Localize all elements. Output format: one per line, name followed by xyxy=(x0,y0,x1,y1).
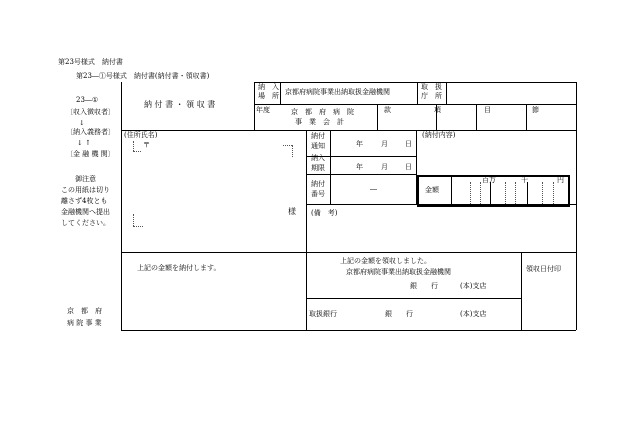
payment-place-value: 京都府病院事業出納取扱金融機関 xyxy=(285,88,390,96)
received-organization: 京都府病院事業出納取扱金融機関 xyxy=(346,268,451,276)
notice-date-label: 納付 xyxy=(311,132,325,140)
form-code: 23―① xyxy=(76,96,99,104)
branch-unit: (本)支店 xyxy=(460,310,487,318)
form-line xyxy=(121,130,576,131)
handling-bank-label: 取扱銀行 xyxy=(309,310,337,318)
address-label: (住所氏名) xyxy=(124,131,158,139)
payment-number-label: 番号 xyxy=(311,190,325,198)
deadline-label: 期限 xyxy=(311,164,325,172)
notice-line: 金融機関へ提出 xyxy=(61,208,110,216)
digit-guide xyxy=(470,182,471,204)
payer-label: 〔納入義務者〕 xyxy=(66,128,115,136)
form-line xyxy=(306,174,416,175)
notice-line: してください。 xyxy=(61,219,110,227)
address-bracket xyxy=(292,145,293,157)
address-bracket xyxy=(133,226,143,227)
form-line xyxy=(377,104,378,130)
day-unit: 日 xyxy=(405,140,412,148)
arrow-down-icon: ↓ xyxy=(79,119,85,127)
handling-office-label: 取 扱 xyxy=(421,83,442,91)
unit-million: 百万 xyxy=(482,176,496,184)
account-line-1: 京 都 府 病 院 xyxy=(291,108,354,116)
unit-thousand: 千 xyxy=(521,176,528,184)
payment-place-label: 場 所 xyxy=(258,92,279,100)
notice-line: 離さず4枚とも xyxy=(61,197,108,205)
year-label: 年度 xyxy=(256,106,270,114)
address-bracket xyxy=(133,141,134,151)
form-line xyxy=(330,130,331,204)
bank-label: 〔金 融 機 関〕 xyxy=(66,150,115,158)
remarks-label: (備 考) xyxy=(311,209,338,217)
content-label: (納付内容) xyxy=(422,131,456,139)
address-bracket xyxy=(133,151,141,152)
form-line xyxy=(306,130,307,330)
payment-number-label: 納付 xyxy=(311,180,325,188)
paid-message: 上記の金額を納付します。 xyxy=(137,264,221,272)
form-line xyxy=(254,104,576,105)
issuer-line-1: 京 都 府 xyxy=(67,307,102,315)
digit-guide xyxy=(480,182,481,204)
deadline-label: 納入 xyxy=(311,154,325,162)
receipt-stamp-label: 領収日付印 xyxy=(526,265,561,273)
form-line xyxy=(446,82,447,104)
payment-place-label: 納 入 xyxy=(258,83,279,91)
month-unit: 月 xyxy=(381,140,388,148)
amount-divider xyxy=(451,177,452,205)
sub-form-number: 第23―①号様式 納付書(納付書・領収書) xyxy=(76,72,210,80)
month-unit: 月 xyxy=(381,163,388,171)
form-border-left xyxy=(121,82,122,330)
notice-title: 御注意 xyxy=(75,175,96,183)
handling-office-label: 庁 所 xyxy=(421,92,442,100)
receiver-label: 〔収入徴収者〕 xyxy=(66,108,115,116)
amount-label: 金額 xyxy=(425,186,439,194)
notice-date-label: 通知 xyxy=(311,142,325,150)
issuer-line-2: 病 院 事 業 xyxy=(67,319,102,327)
kou-label: 項 xyxy=(434,106,441,114)
form-line xyxy=(417,82,418,104)
digit-guide xyxy=(527,182,528,204)
form-border-top xyxy=(254,82,576,83)
honorific-sama: 様 xyxy=(288,207,296,216)
form-line xyxy=(476,104,477,130)
form-line xyxy=(306,298,521,299)
digit-guide xyxy=(515,182,516,204)
form-number: 第23号様式 納付書 xyxy=(58,58,123,66)
doc-title: 納 付 書 ・ 領 収 書 xyxy=(144,100,216,109)
address-bracket xyxy=(283,145,292,146)
year-unit: 年 xyxy=(356,163,363,171)
setsu-label: 節 xyxy=(532,106,539,114)
form-line xyxy=(280,82,281,104)
digit-guide xyxy=(542,182,543,204)
kan-label: 款 xyxy=(384,106,391,114)
form-line xyxy=(254,82,255,130)
address-bracket xyxy=(133,214,134,226)
form-line xyxy=(121,252,576,253)
received-message: 上記の金額を領収しました。 xyxy=(340,257,431,265)
bank-unit: 銀 行 xyxy=(385,310,413,318)
bank-unit: 銀 行 xyxy=(410,282,438,290)
arrow-updown-icon: ↓ ↑ xyxy=(77,139,91,147)
form-line xyxy=(521,252,522,330)
form-border-bottom xyxy=(121,330,576,331)
form-line xyxy=(526,104,527,130)
branch-unit: (本)支店 xyxy=(460,282,487,290)
unit-yen: 円 xyxy=(557,176,564,184)
digit-guide xyxy=(490,182,491,204)
digit-guide xyxy=(553,182,554,204)
payment-number-value: ― xyxy=(370,185,377,193)
notice-line: この用紙は切り xyxy=(61,186,110,194)
day-unit: 日 xyxy=(405,163,412,171)
account-line-2: 事 業 会 計 xyxy=(295,118,344,126)
postal-mark: 〒 xyxy=(143,141,150,149)
form-border-right xyxy=(576,82,577,330)
digit-guide xyxy=(505,182,506,204)
moku-label: 目 xyxy=(484,106,491,114)
year-unit: 年 xyxy=(356,140,363,148)
